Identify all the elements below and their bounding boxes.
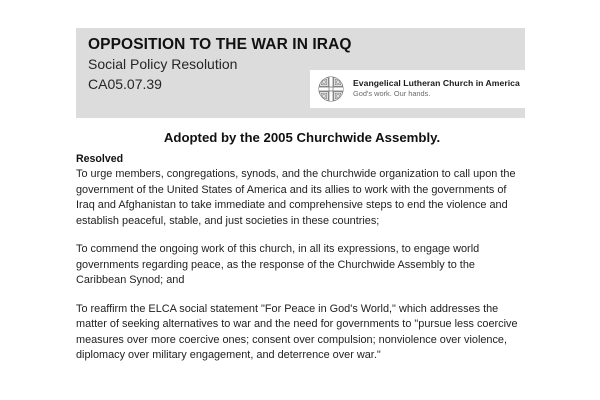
organization-tagline: God's work. Our hands. [353, 89, 431, 99]
adopted-heading: Adopted by the 2005 Churchwide Assembly. [163, 130, 441, 145]
resolved-label: Resolved [76, 152, 124, 165]
resolution-paragraph: To commend the ongoing work of this church, in all its expressions, to engage world governments regarding peace, as the response of the Churchwide Assembly to the Caribbean Synod; and [76, 243, 480, 287]
organization-logo-lockup [310, 70, 525, 108]
document-header-band [76, 28, 525, 118]
document-subtitle: Social Policy Resolution [88, 56, 238, 73]
document-body [76, 130, 528, 364]
page-title: OPPOSITION TO THE WAR IN IRAQ [88, 36, 352, 53]
logo-wordmark [353, 79, 520, 99]
organization-name: Evangelical Lutheran Church in America [353, 78, 520, 89]
document-code: CA05.07.39 [88, 75, 162, 92]
resolution-paragraph: To urge members, congregations, synods, and the churchwide organization to call upon the government of the United States of America and its allies to work with the governments of Iraq and Afghanistan to take immediate and comprehensive steps to end the violence and establish peaceful, stable, and just societies in these countries; [76, 168, 516, 227]
elca-celtic-cross-icon [318, 76, 344, 102]
resolution-paragraph: To reaffirm the ELCA social statement "For Peace in God's World," which addresses the matter of seeking alternatives to war and the need for governments to "pursue less coercive measures over more coercive ones; consent over compulsion; nonviolence over violence, diplomacy over military engagement, and deterrence over war." [76, 302, 518, 362]
